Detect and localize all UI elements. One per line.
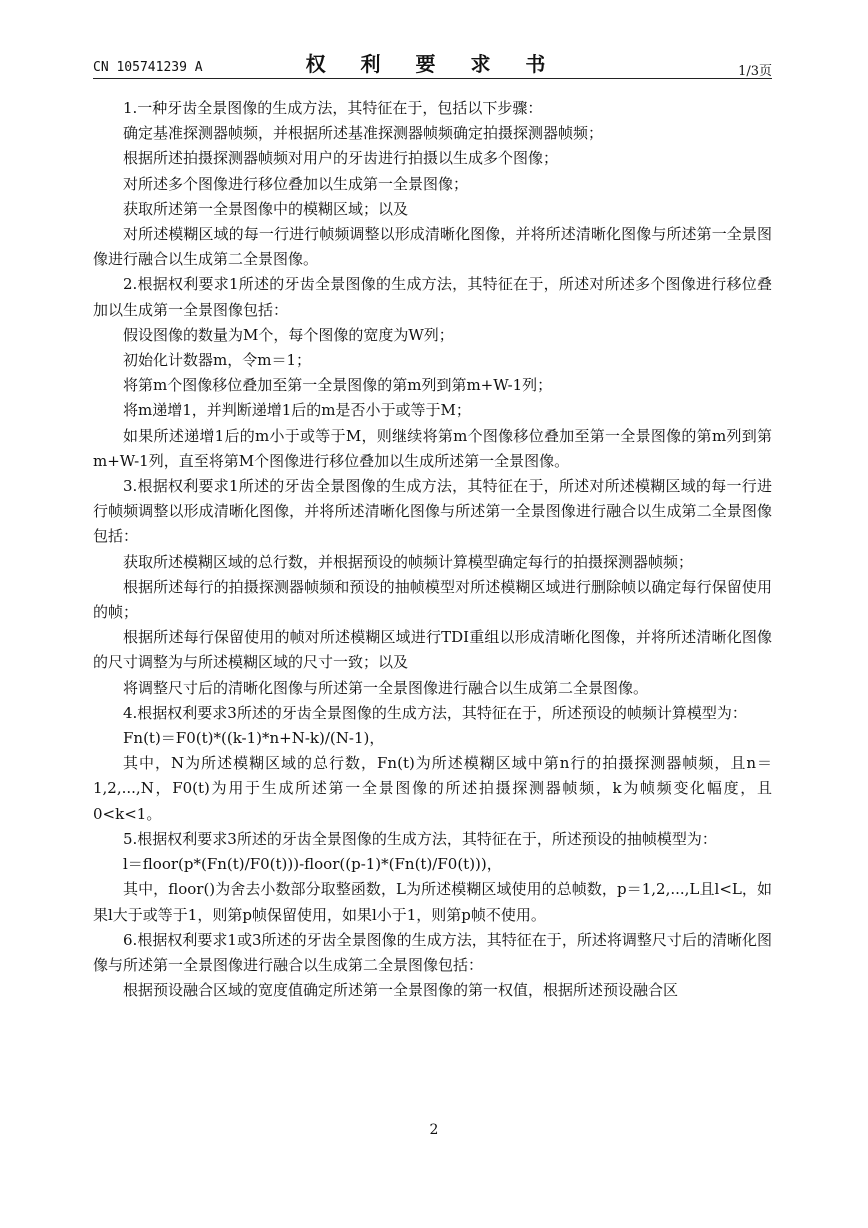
claim-1-intro: 1.一种牙齿全景图像的生成方法，其特征在于，包括以下步骤：: [123, 99, 543, 117]
header-rule: [93, 78, 772, 79]
claim-1-step-1: 确定基准探测器帧频，并根据所述基准探测器帧频确定拍摄探测器帧频；: [123, 124, 604, 143]
claim-4-intro: 4.根据权利要求3所述的牙齿全景图像的生成方法，其特征在于，所述预设的帧频计算模型为：: [123, 703, 747, 722]
claim-5-definition: 其中，floor()为舍去小数部分取整函数，L为所述模糊区域使用的总帧数，p＝1,2,...,L且l<L，如果l大于或等于1，则第p帧保留使用，如果l小于1，则第p帧不使用。: [93, 880, 772, 924]
claim-6-step-1: 根据预设融合区域的宽度值确定所述第一全景图像的第一权值，根据所述预设融合区: [123, 981, 679, 1000]
claim-2-step-1: 假设图像的数量为M个，每个图像的宽度为W列；: [123, 325, 454, 344]
claim-6-intro: 6.根据权利要求1或3所述的牙齿全景图像的生成方法，其特征在于，所述将调整尺寸后的清晰化图像与所述第一全景图像进行融合以生成第二全景图像包括：: [93, 930, 772, 974]
claim-3-step-1: 获取所述模糊区域的总行数，并根据预设的帧频计算模型确定每行的拍摄探测器帧频；: [123, 552, 694, 571]
page-number: 2: [429, 1122, 439, 1138]
claim-4-definition: 其中，N为所述模糊区域的总行数，Fn(t)为所述模糊区域中第n行的拍摄探测器帧频，且n＝1,2,...,N，F0(t)为用于生成所述第一全景图像的所述拍摄探测器帧频，k为帧频变化幅度，且0<k<1。: [93, 754, 772, 823]
claim-3-intro: 3.根据权利要求1所述的牙齿全景图像的生成方法，其特征在于，所述对所述模糊区域的每一行进行帧频调整以形成清晰化图像，并将所述清晰化图像与所述第一全景图像进行融合以生成第二全景图像包括：: [93, 477, 772, 546]
page-indicator: 1/3页: [738, 64, 772, 79]
claim-2-step-3: 将第m个图像移位叠加至第一全景图像的第m列到第m+W-1列；: [123, 376, 553, 395]
claim-1-step-4: 获取所述第一全景图像中的模糊区域；以及: [123, 199, 409, 218]
claim-5-intro: 5.根据权利要求3所述的牙齿全景图像的生成方法，其特征在于，所述预设的抽帧模型为：: [123, 829, 717, 848]
claim-5-formula: l＝floor(p*(Fn(t)/F0(t)))-floor((p-1)*(Fn(t)/F0(t)))，: [123, 855, 502, 874]
claims-body: [93, 96, 772, 1003]
claim-1-step-5: 对所述模糊区域的每一行进行帧频调整以形成清晰化图像，并将所述清晰化图像与所述第一全景图像进行融合以生成第二全景图像。: [93, 225, 772, 269]
claim-2-step-2: 初始化计数器m，令m＝1；: [123, 351, 311, 370]
claim-3-step-4: 将调整尺寸后的清晰化图像与所述第一全景图像进行融合以生成第二全景图像。: [123, 678, 649, 697]
document-title: 权 利 要 求 书: [305, 52, 560, 76]
claim-2-intro: 2.根据权利要求1所述的牙齿全景图像的生成方法，其特征在于，所述对所述多个图像进行移位叠加以生成第一全景图像包括：: [93, 275, 772, 319]
claim-1-step-2: 根据所述拍摄探测器帧频对用户的牙齿进行拍摄以生成多个图像；: [123, 149, 559, 168]
claim-2-step-4: 将m递增1，并判断递增1后的m是否小于或等于M；: [123, 401, 471, 420]
page-header: [93, 48, 772, 80]
claim-1-step-3: 对所述多个图像进行移位叠加以生成第一全景图像；: [123, 174, 469, 193]
claim-3-step-3: 根据所述每行保留使用的帧对所述模糊区域进行TDI重组以形成清晰化图像，并将所述清晰化图像的尺寸调整为与所述模糊区域的尺寸一致；以及: [93, 628, 772, 672]
publication-number: CN 105741239 A: [93, 60, 203, 75]
claim-2-step-5: 如果所述递增1后的m小于或等于M，则继续将第m个图像移位叠加至第一全景图像的第m列到第m+W-1列，直至将第M个图像进行移位叠加以生成所述第一全景图像。: [93, 426, 772, 470]
claim-3-step-2: 根据所述每行的拍摄探测器帧频和预设的抽帧模型对所述模糊区域进行删除帧以确定每行保留使用的帧；: [93, 577, 772, 622]
claim-4-formula: Fn(t)＝F0(t)*((k-1)*n+N-k)/(N-1)，: [123, 729, 385, 748]
